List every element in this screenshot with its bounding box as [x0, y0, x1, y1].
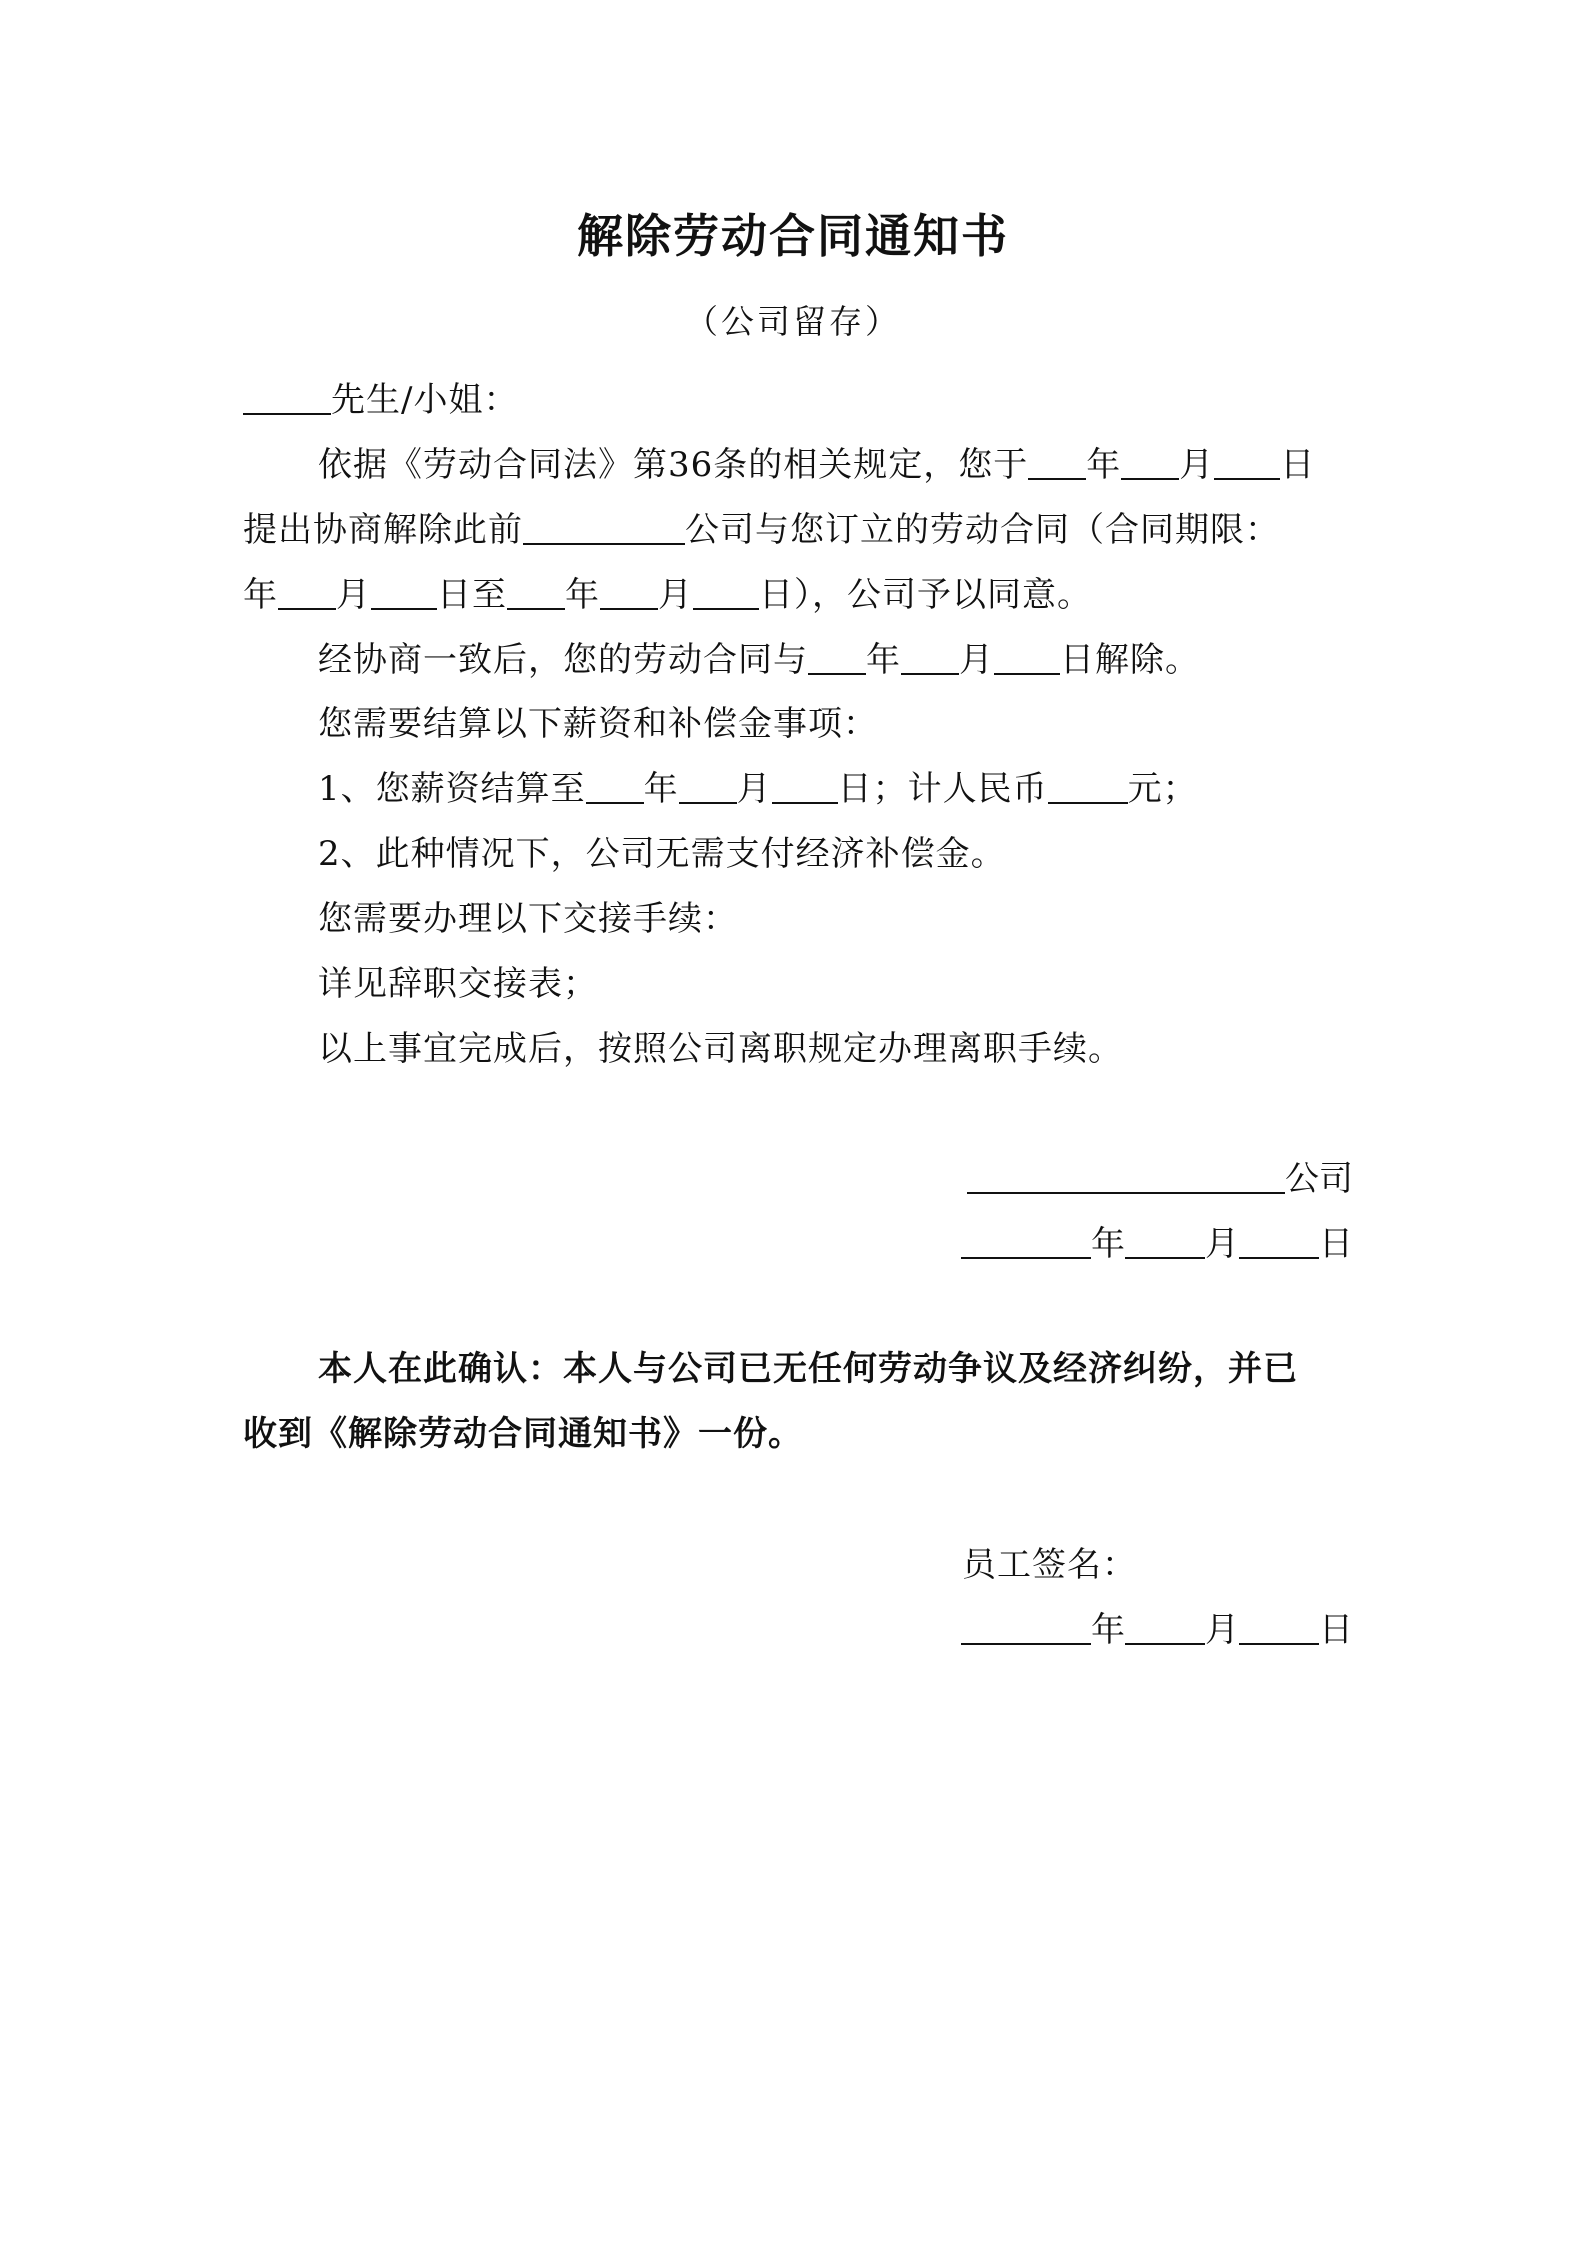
year-label: 年	[1091, 1224, 1125, 1264]
amount-text: 日；计人民币	[837, 769, 1048, 809]
paragraph-basis-line2	[243, 508, 1353, 552]
document-title: 解除劳动合同通知书	[577, 209, 1009, 263]
blank-month	[679, 772, 737, 804]
month-label: 月	[959, 640, 994, 680]
month-label: 月	[336, 575, 371, 615]
salary-text: 1、您薪资结算至	[318, 769, 586, 809]
blank-month	[600, 578, 658, 610]
blank-day	[1239, 1613, 1319, 1645]
company-label: 公司	[1285, 1159, 1353, 1199]
blank-year	[586, 772, 644, 804]
year-label: 年	[1091, 1610, 1125, 1650]
employee-date-line	[961, 1608, 1353, 1652]
day-to-label: 日至	[437, 575, 507, 615]
month-label: 月	[1205, 1610, 1239, 1650]
confirmation-line-2: 收到《解除劳动合同通知书》一份。	[243, 1414, 803, 1454]
paragraph-basis-line3	[243, 573, 1353, 617]
salutation-text: 先生/小姐：	[331, 380, 519, 420]
propose-text: 提出协商解除此前	[243, 510, 523, 550]
month-label: 月	[1179, 445, 1215, 485]
blank-month	[1121, 448, 1179, 480]
month-label: 月	[736, 769, 772, 809]
blank-day	[994, 643, 1060, 675]
year-label: 年	[1086, 445, 1122, 485]
basis-text: 依据《劳动合同法》第36条的相关规定，您于	[318, 445, 1029, 485]
handover-detail: 详见辞职交接表；	[318, 964, 598, 1004]
blank-year	[1028, 448, 1086, 480]
blank-month	[278, 578, 336, 610]
document-subtitle: （公司留存）	[685, 302, 901, 341]
yuan-label: 元；	[1127, 769, 1198, 809]
blank-year	[808, 643, 866, 675]
day-label: 日	[1319, 1610, 1353, 1650]
closing-text: 以上事宜完成后，按照公司离职规定办理离职手续。	[318, 1029, 1123, 1069]
blank-month	[1125, 1227, 1205, 1259]
year-label: 年	[243, 575, 278, 615]
agree-text: 日），公司予以同意。	[759, 575, 1092, 615]
confirmation-line-1: 本人在此确认：本人与公司已无任何劳动争议及经济纠纷，并已	[318, 1349, 1298, 1389]
settlement-item-1	[318, 767, 1428, 811]
blank-month	[901, 643, 959, 675]
blank-day	[1214, 448, 1280, 480]
contract-text: 公司与您订立的劳动合同（合同期限：	[685, 510, 1280, 550]
blank-day	[1239, 1227, 1319, 1259]
blank-day	[371, 578, 437, 610]
termination-text: 经协商一致后，您的劳动合同与	[318, 640, 808, 680]
terminate-text: 日解除。	[1060, 640, 1200, 680]
blank-day	[772, 772, 838, 804]
settlement-item-2: 2、此种情况下，公司无需支付经济补偿金。	[318, 834, 1006, 874]
handover-intro: 您需要办理以下交接手续：	[318, 899, 738, 939]
blank-year	[961, 1227, 1091, 1259]
company-signature-line	[967, 1157, 1353, 1201]
blank-month	[1125, 1613, 1205, 1645]
month-label: 月	[1205, 1224, 1239, 1264]
year-label: 年	[866, 640, 901, 680]
blank-year	[961, 1613, 1091, 1645]
employee-signature-label: 员工签名：	[962, 1545, 1137, 1585]
blank-day	[693, 578, 759, 610]
paragraph-termination	[318, 638, 1428, 682]
blank-company	[523, 513, 685, 545]
year-label: 年	[565, 575, 600, 615]
paragraph-basis	[318, 443, 1428, 487]
month-label: 月	[658, 575, 693, 615]
name-blank	[243, 383, 331, 415]
blank-amount	[1048, 772, 1128, 804]
paragraph-settlement-intro: 您需要结算以下薪资和补偿金事项：	[318, 704, 878, 744]
salutation-line	[243, 378, 1353, 422]
company-date-line	[961, 1222, 1353, 1266]
blank-company-name	[967, 1162, 1285, 1194]
blank-year	[507, 578, 565, 610]
day-label: 日	[1280, 445, 1316, 485]
year-label: 年	[643, 769, 679, 809]
day-label: 日	[1319, 1224, 1353, 1264]
